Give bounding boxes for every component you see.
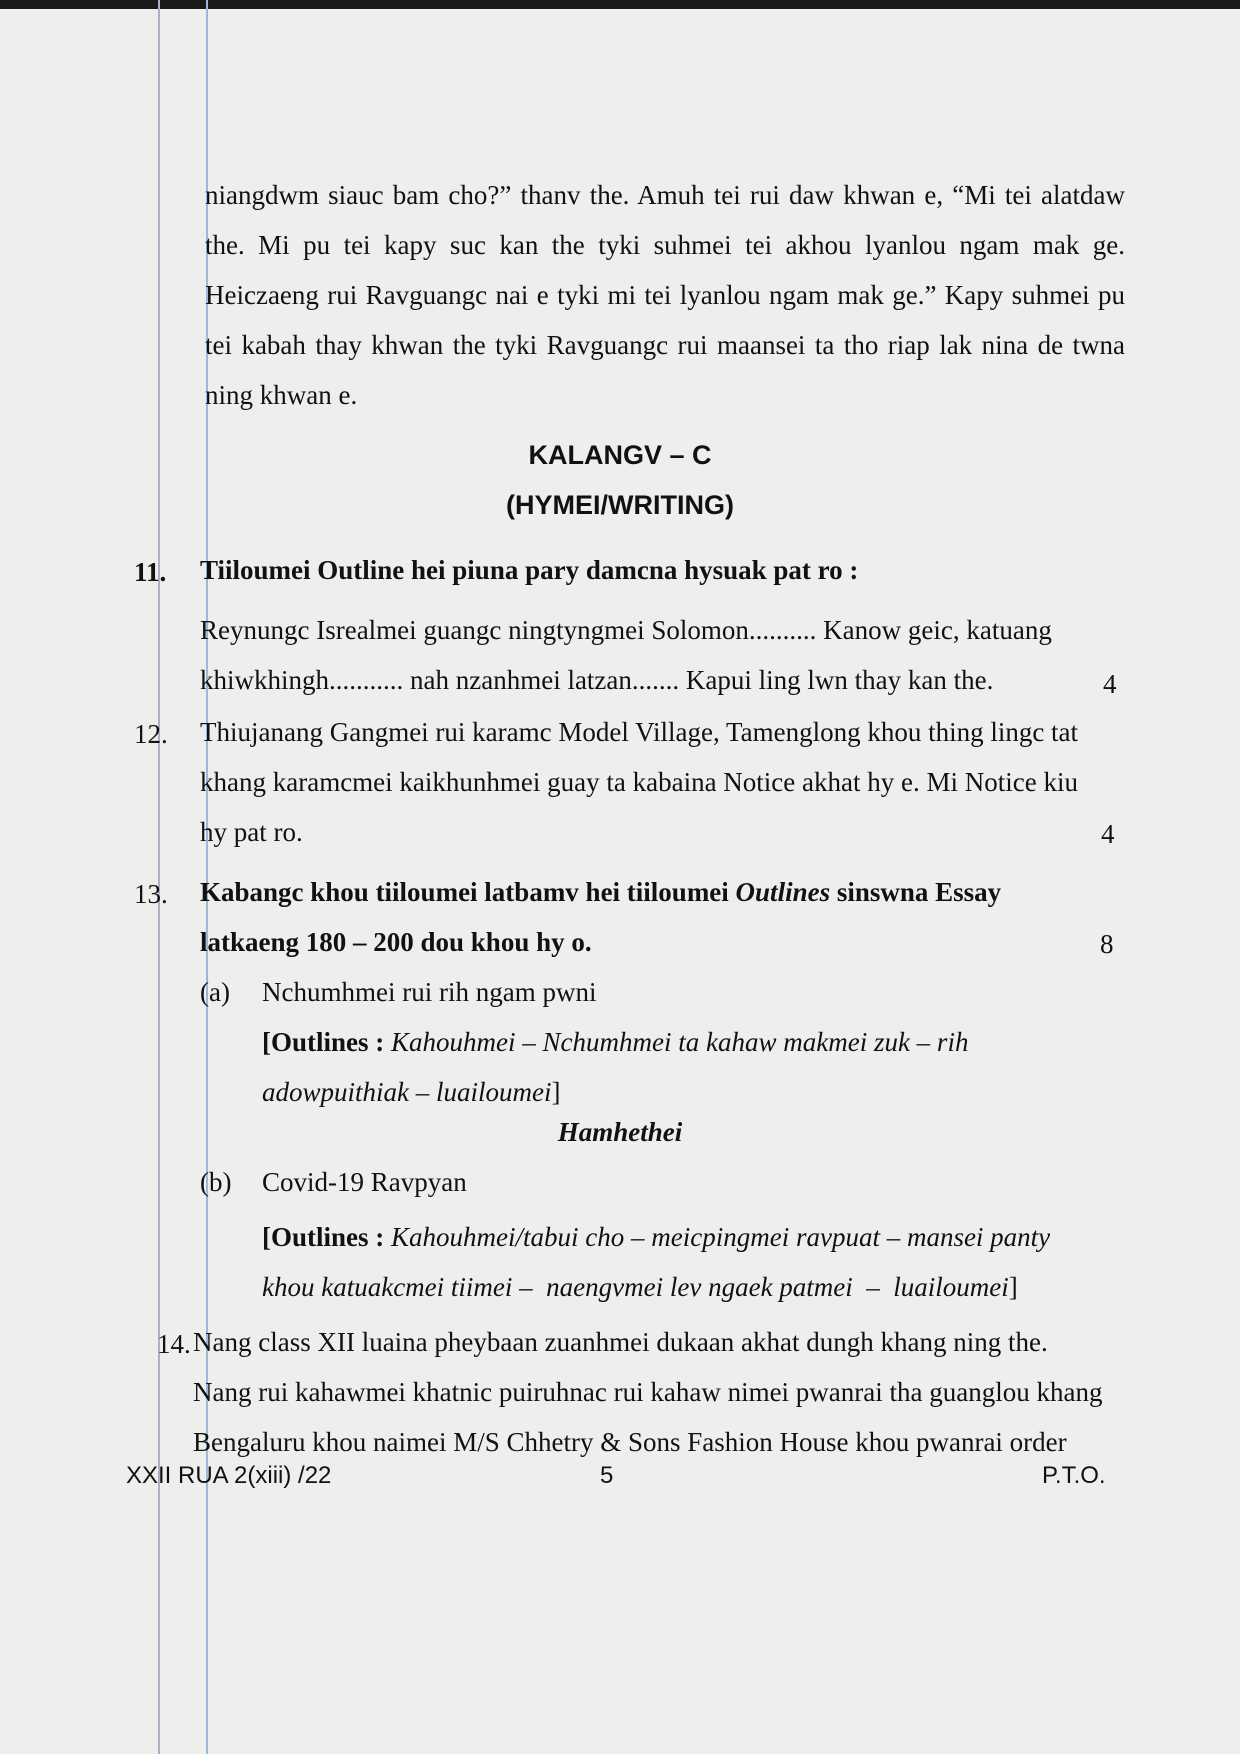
question-13-text: Kabangc khou tiiloumei latbamv hei tiiloumei <box>200 877 736 907</box>
outline-text: khou katuakcmei tiimei – naengvmei lev ngaek patmei – luailoumei <box>262 1272 1009 1302</box>
outline-bracket: ] <box>1008 1272 1018 1302</box>
option-a-title: Nchumhmei rui rih ngam pwni <box>262 977 597 1007</box>
outline-text: adowpuithiak – luailoumei <box>262 1077 552 1107</box>
outline-bracket: ] <box>551 1077 561 1107</box>
question-13 <box>200 867 1130 967</box>
outline-text: Kahouhmei/tabui cho – meicpingmei ravpuat – mansei panty <box>391 1222 1051 1252</box>
intro-line: niangdwm siauc bam cho?” thanv the. Amuh tei rui daw khwan e, “Mi tei alatdaw <box>205 180 1125 210</box>
option-a-outline <box>262 1017 1117 1117</box>
intro-paragraph <box>205 170 1125 420</box>
question-12-line <box>200 807 1130 857</box>
question-11 <box>200 545 1130 705</box>
intro-line: Heiczaeng rui Ravguangc nai e tyki mi tei lyanlou ngam mak ge.” Kapy suhmei pu <box>205 280 1125 310</box>
or-label: Hamhethei <box>557 1117 683 1147</box>
question-12 <box>200 707 1130 857</box>
question-12-line-text: khang karamcmei kaikhunhmei guay ta kabaina Notice akhat hy e. Mi Notice kiu <box>200 767 1078 797</box>
question-14-line <box>193 1367 1113 1417</box>
question-12-line-text: Thiujanang Gangmei rui karamc Model Village, Tamenglong khou thing lingc tat <box>200 717 1079 747</box>
question-14-line-text: Bengaluru khou naimei M/S Chhetry & Sons Fashion House khou pwanrai order <box>193 1427 1067 1457</box>
question-13-marks: 8 <box>1100 929 1114 959</box>
outline-label: [Outlines : <box>262 1222 392 1252</box>
question-14-line-text: Nang class XII luaina pheybaan zuanhmei dukaan akhat dungh khang ning the. <box>193 1327 1048 1357</box>
question-14-line-text: Nang rui kahawmei khatnic puiruhnac rui kahaw nimei pwanrai tha guanglou khang <box>193 1377 1103 1407</box>
intro-line: ning khwan e. <box>205 380 358 410</box>
question-number-13: 13. <box>134 879 168 909</box>
question-14-line <box>193 1417 1113 1467</box>
question-11-line-text: khiwkhingh........... nah nzanhmei latzan....... Kapui ling lwn thay kan the. <box>200 665 994 695</box>
paper-code: XXII RUA 2(xiii) /22 <box>126 1462 332 1489</box>
intro-line: tei kabah thay khwan the tyki Ravguangc rui maansei ta tho riap lak nina de twna <box>205 330 1125 360</box>
question-11-line <box>200 605 1130 655</box>
question-13-text: latkaeng 180 – 200 dou khou hy o. <box>200 927 592 957</box>
question-11-line <box>200 655 1130 705</box>
question-12-line <box>200 707 1130 757</box>
page-number: 5 <box>600 1462 614 1489</box>
question-number-12: 12. <box>134 719 168 749</box>
question-number-14: 14. <box>157 1329 191 1359</box>
intro-line: the. Mi pu tei kapy suc kan the tyki suhmei tei akhou lyanlou ngam mak ge. <box>205 230 1125 260</box>
option-b-outline <box>262 1212 1122 1312</box>
question-12-marks: 4 <box>1101 819 1115 849</box>
outline-text: Kahouhmei – Nchumhmei ta kahaw makmei zuk – rih <box>391 1027 969 1057</box>
question-13-line <box>200 867 1130 917</box>
section-subtitle: (HYMEI/WRITING) <box>506 490 734 520</box>
question-11-line-text: Reynungc Isrealmei guangc ningtyngmei Solomon.......... Kanow geic, katuang <box>200 615 1052 645</box>
question-12-line-text: hy pat ro. <box>200 817 303 847</box>
question-11-marks: 4 <box>1103 669 1117 699</box>
question-11-prompt-text: Tiiloumei Outline hei piuna pary damcna hysuak pat ro : <box>200 555 859 585</box>
option-b-title: Covid-19 Ravpyan <box>262 1167 467 1197</box>
question-13-line <box>200 917 1130 967</box>
question-13-text: sinswna Essay <box>830 877 1002 907</box>
question-13-outlines-word: Outlines <box>735 877 831 907</box>
question-14 <box>193 1317 1113 1467</box>
option-a-label: (a) <box>200 977 230 1007</box>
question-number-11: 11. <box>134 557 167 587</box>
outline-label: [Outlines : <box>262 1027 392 1057</box>
question-14-line <box>193 1317 1113 1367</box>
pto-label: P.T.O. <box>1042 1462 1106 1489</box>
question-11-prompt <box>200 545 1130 595</box>
question-12-line <box>200 757 1130 807</box>
section-title: KALANGV – C <box>528 440 712 470</box>
option-b-label: (b) <box>200 1167 232 1197</box>
